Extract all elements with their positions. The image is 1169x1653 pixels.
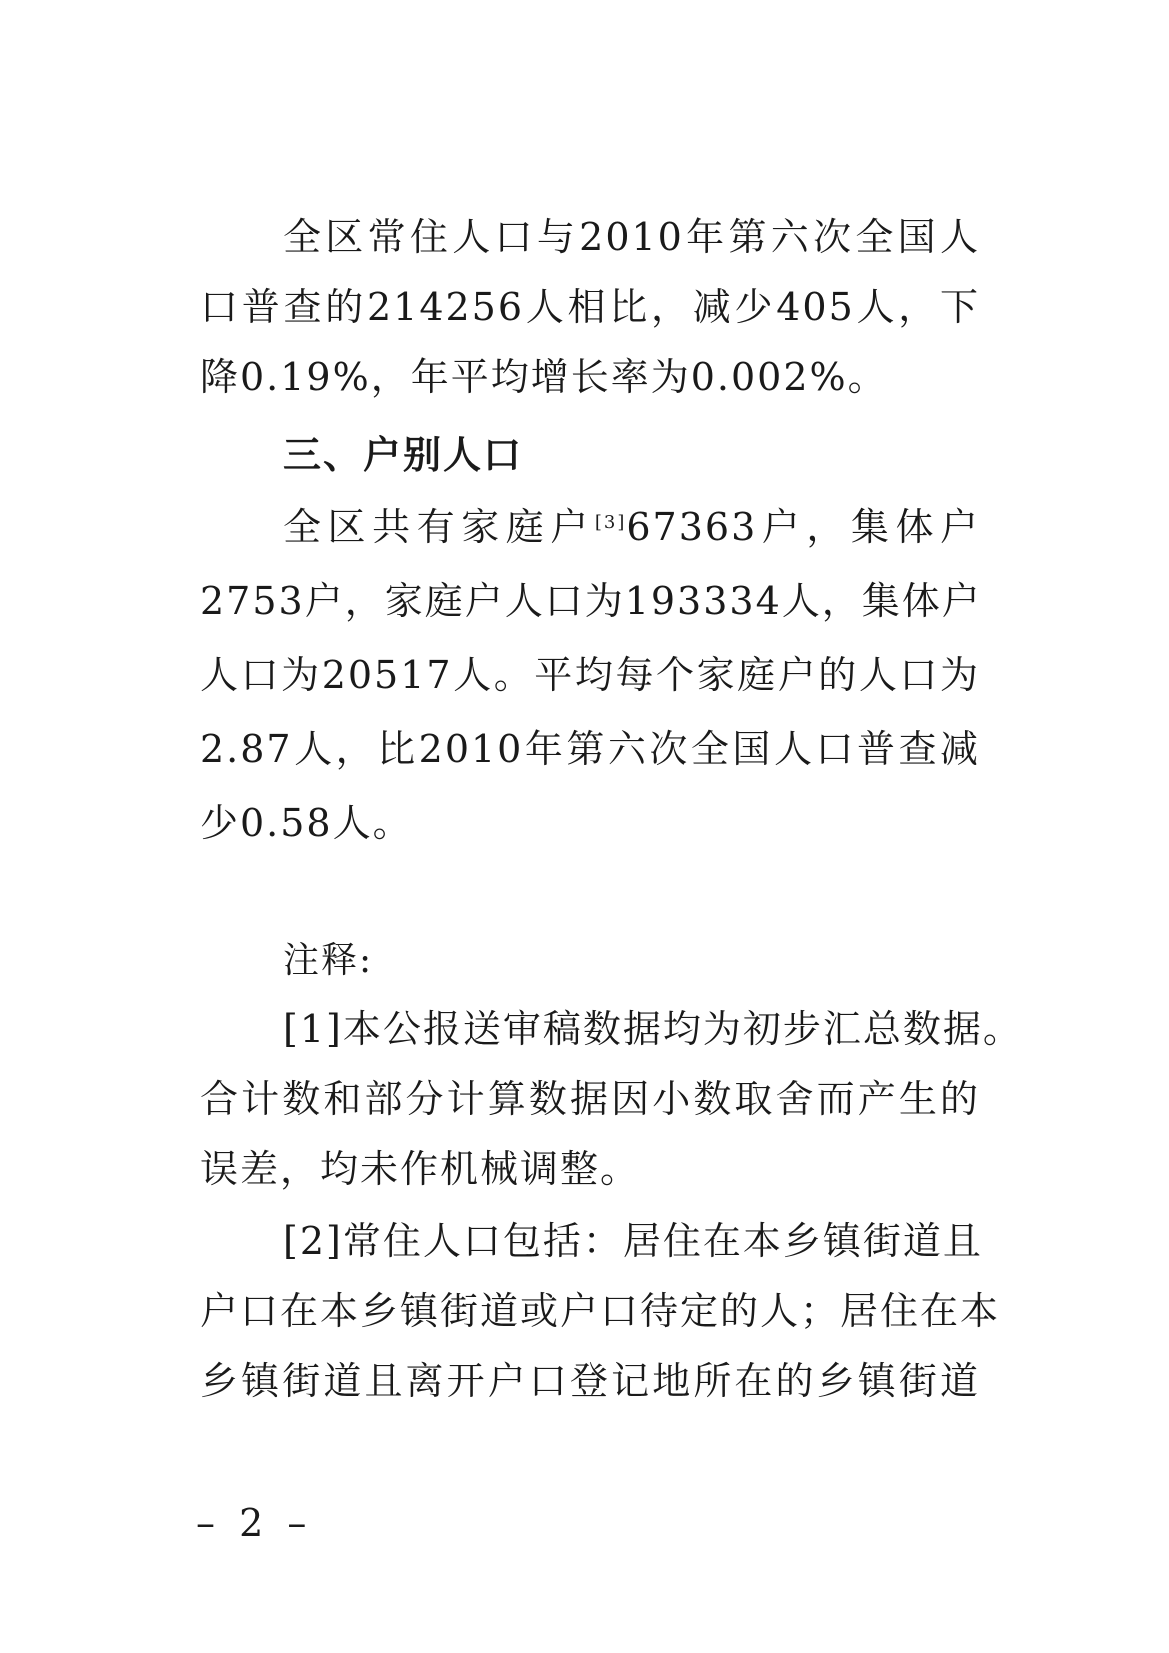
paragraph-1-line-2: 口普查的214256人相比，减少405人，下 [200,285,980,329]
paragraph-2-line-4: 2.87人，比2010年第六次全国人口普查减 [200,727,980,771]
paragraph-2-line-1-text: 全区共有家庭户 [283,505,595,549]
paragraph-2-line-3: 人口为20517人。平均每个家庭户的人口为 [200,653,980,697]
page-number: – 2 – [196,1501,313,1545]
note-2-line-2: 户口在本乡镇街道或户口待定的人；居住在本 [200,1289,1001,1333]
paragraph-1-line-1: 全区常住人口与2010年第六次全国人 [283,215,980,259]
note-1-line-1: [1]本公报送审稿数据均为初步汇总数据。 [283,1007,1023,1051]
footnote-reference-3[interactable]: [3] [594,512,627,533]
paragraph-2-line-5: 少0.58人。 [200,801,413,845]
paragraph-2-line-1-text-cont: 67363户，集体户 [626,505,980,549]
section-heading: 三、户别人口 [283,433,524,477]
note-1-line-2: 合计数和部分计算数据因小数取舍而产生的 [200,1077,980,1121]
note-2-line-3: 乡镇街道且离开户口登记地所在的乡镇街道 [200,1359,980,1403]
paragraph-1-line-3: 降0.19%，年平均增长率为0.002%。 [200,355,888,399]
note-1-line-3: 误差，均未作机械调整。 [200,1147,641,1191]
note-2-line-1: [2]常住人口包括：居住在本乡镇街道且 [283,1219,983,1263]
paragraph-2-line-1 [283,504,980,550]
notes-label: 注释: [283,940,374,981]
paragraph-2-line-2: 2753户，家庭户人口为193334人，集体户 [200,579,982,623]
